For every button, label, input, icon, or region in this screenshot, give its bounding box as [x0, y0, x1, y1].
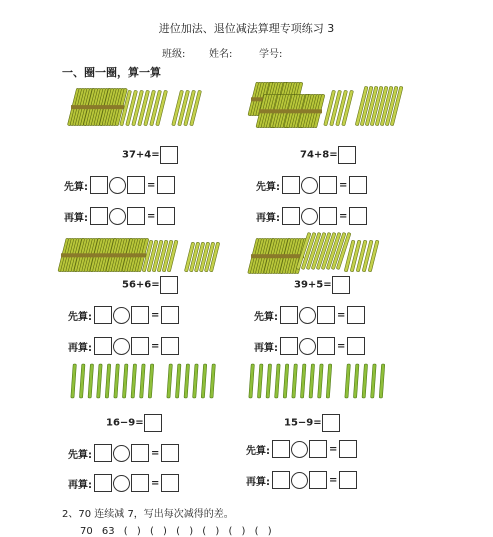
loose-stick — [283, 364, 289, 398]
problem-37-plus-4 — [122, 146, 178, 164]
operand-box[interactable] — [90, 176, 108, 194]
result-box[interactable] — [349, 176, 367, 194]
operand-box[interactable] — [94, 337, 112, 355]
then-step-label: 再算: — [68, 342, 92, 354]
operator-circle[interactable] — [113, 338, 130, 355]
loose-stick — [379, 364, 385, 398]
expression: 37+4= — [122, 149, 160, 161]
stick-picture-39-plus-5 — [252, 230, 392, 280]
loose-stick — [184, 364, 190, 398]
operand-box[interactable] — [309, 440, 327, 458]
stick-picture-15-minus-9 — [250, 362, 410, 400]
then-step-row — [246, 471, 357, 489]
operand-box[interactable] — [131, 444, 149, 462]
operator-circle[interactable] — [301, 208, 318, 225]
then-step-row — [256, 207, 367, 225]
equals-sign: = — [151, 309, 160, 321]
operator-circle[interactable] — [113, 445, 130, 462]
expression: 16−9= — [106, 417, 144, 429]
then-step-label: 再算: — [256, 212, 280, 224]
worksheet-title: 进位加法、退位减法算理专项练习 3 — [158, 22, 335, 35]
loose-stick — [140, 364, 146, 398]
loose-stick — [266, 364, 272, 398]
loose-stick — [292, 364, 298, 398]
operator-circle[interactable] — [299, 307, 316, 324]
section2-title: 2、70 连续减 7，写出每次减得的差。 — [62, 509, 234, 520]
operand-box[interactable] — [127, 207, 145, 225]
answer-box[interactable] — [322, 414, 340, 432]
equals-sign: = — [151, 447, 160, 459]
first-step-label: 先算: — [68, 311, 92, 323]
loose-stick — [345, 364, 351, 398]
then-step-row — [64, 207, 175, 225]
operand-box[interactable] — [94, 306, 112, 324]
operand-box[interactable] — [94, 474, 112, 492]
operator-circle[interactable] — [299, 338, 316, 355]
equals-sign: = — [147, 179, 156, 191]
result-box[interactable] — [349, 207, 367, 225]
operator-circle[interactable] — [109, 208, 126, 225]
problem-39-plus-5 — [294, 276, 350, 294]
then-step-row — [254, 337, 365, 355]
equals-sign: = — [339, 179, 348, 191]
answer-box[interactable] — [144, 414, 162, 432]
result-box[interactable] — [347, 337, 365, 355]
name-label: 姓名: — [209, 49, 233, 60]
loose-stick — [326, 364, 332, 398]
result-box[interactable] — [347, 306, 365, 324]
expression: 56+6= — [122, 279, 160, 291]
loose-stick — [71, 364, 77, 398]
answer-box[interactable] — [160, 146, 178, 164]
loose-stick — [88, 364, 94, 398]
problem-16-minus-9 — [106, 414, 162, 432]
loose-stick — [353, 364, 359, 398]
problem-56-plus-6 — [122, 276, 178, 294]
result-box[interactable] — [157, 207, 175, 225]
operator-circle[interactable] — [291, 441, 308, 458]
result-box[interactable] — [339, 440, 357, 458]
bundle-band — [125, 253, 146, 257]
equals-sign: = — [151, 477, 160, 489]
first-step-row — [246, 440, 357, 458]
section1-title: 一、圈一圈，算一算 — [62, 66, 161, 79]
stick-picture-37-plus-4 — [72, 82, 222, 132]
operator-circle[interactable] — [301, 177, 318, 194]
operand-box[interactable] — [127, 176, 145, 194]
result-box[interactable] — [161, 337, 179, 355]
result-box[interactable] — [339, 471, 357, 489]
then-step-label: 再算: — [254, 342, 278, 354]
equals-sign: = — [329, 474, 338, 486]
loose-stick — [371, 364, 377, 398]
operator-circle[interactable] — [291, 472, 308, 489]
operand-box[interactable] — [317, 337, 335, 355]
first-step-row — [68, 444, 179, 462]
first-step-label: 先算: — [246, 445, 270, 457]
loose-stick — [79, 364, 85, 398]
expression: 39+5= — [294, 279, 332, 291]
first-step-row — [64, 176, 175, 194]
loose-stick — [257, 364, 263, 398]
then-step-row — [68, 474, 179, 492]
equals-sign: = — [339, 210, 348, 222]
equals-sign: = — [151, 340, 160, 352]
loose-stick — [193, 364, 199, 398]
loose-stick — [131, 364, 137, 398]
loose-stick — [300, 364, 306, 398]
equals-sign: = — [337, 309, 346, 321]
loose-stick — [167, 364, 173, 398]
operand-box[interactable] — [272, 471, 290, 489]
first-step-label: 先算: — [256, 181, 280, 193]
bundle-band — [103, 105, 124, 109]
then-step-label: 再算: — [64, 212, 88, 224]
expression: 74+8= — [300, 149, 338, 161]
operand-box[interactable] — [319, 176, 337, 194]
problem-15-minus-9 — [284, 414, 340, 432]
first-step-label: 先算: — [254, 311, 278, 323]
then-step-row — [68, 337, 179, 355]
loose-stick — [122, 364, 128, 398]
loose-stick — [105, 364, 111, 398]
equals-sign: = — [337, 340, 346, 352]
loose-stick — [318, 364, 324, 398]
student-number-label: 学号: — [259, 49, 283, 60]
subtraction-sequence: 70 63 ( ) ( ) ( ) ( ) ( ) ( ) — [80, 526, 272, 537]
first-step-row — [256, 176, 367, 194]
operator-circle[interactable] — [113, 307, 130, 324]
then-step-label: 再算: — [68, 479, 92, 491]
operand-box[interactable] — [280, 306, 298, 324]
bundle-band — [301, 109, 322, 113]
operand-box[interactable] — [90, 207, 108, 225]
answer-box[interactable] — [332, 276, 350, 294]
result-box[interactable] — [157, 176, 175, 194]
operand-box[interactable] — [272, 440, 290, 458]
operand-box[interactable] — [280, 337, 298, 355]
loose-stick — [201, 364, 207, 398]
operand-box[interactable] — [94, 444, 112, 462]
answer-box[interactable] — [160, 276, 178, 294]
loose-stick — [114, 364, 120, 398]
stick-picture-56-plus-6 — [62, 234, 232, 278]
then-step-label: 再算: — [246, 476, 270, 488]
operand-box[interactable] — [131, 337, 149, 355]
loose-stick — [97, 364, 103, 398]
result-box[interactable] — [161, 306, 179, 324]
loose-stick — [175, 364, 181, 398]
loose-stick — [362, 364, 368, 398]
result-box[interactable] — [161, 474, 179, 492]
stick-picture-74-plus-8 — [252, 80, 412, 132]
loose-stick — [249, 364, 255, 398]
first-step-label: 先算: — [64, 181, 88, 193]
loose-stick — [210, 364, 216, 398]
result-box[interactable] — [161, 444, 179, 462]
answer-box[interactable] — [338, 146, 356, 164]
expression: 15−9= — [284, 417, 322, 429]
problem-74-plus-8 — [300, 146, 356, 164]
loose-stick — [309, 364, 315, 398]
operator-circle[interactable] — [113, 475, 130, 492]
first-step-label: 先算: — [68, 449, 92, 461]
class-label: 班级: — [162, 49, 186, 60]
operand-box[interactable] — [282, 176, 300, 194]
operand-box[interactable] — [317, 306, 335, 324]
operand-box[interactable] — [319, 207, 337, 225]
operand-box[interactable] — [131, 474, 149, 492]
operand-box[interactable] — [131, 306, 149, 324]
operand-box[interactable] — [282, 207, 300, 225]
operand-box[interactable] — [309, 471, 327, 489]
loose-stick — [275, 364, 281, 398]
equals-sign: = — [329, 443, 338, 455]
operator-circle[interactable] — [109, 177, 126, 194]
loose-stick — [148, 364, 154, 398]
first-step-row — [68, 306, 179, 324]
first-step-row — [254, 306, 365, 324]
stick-picture-16-minus-9 — [72, 362, 232, 400]
equals-sign: = — [147, 210, 156, 222]
